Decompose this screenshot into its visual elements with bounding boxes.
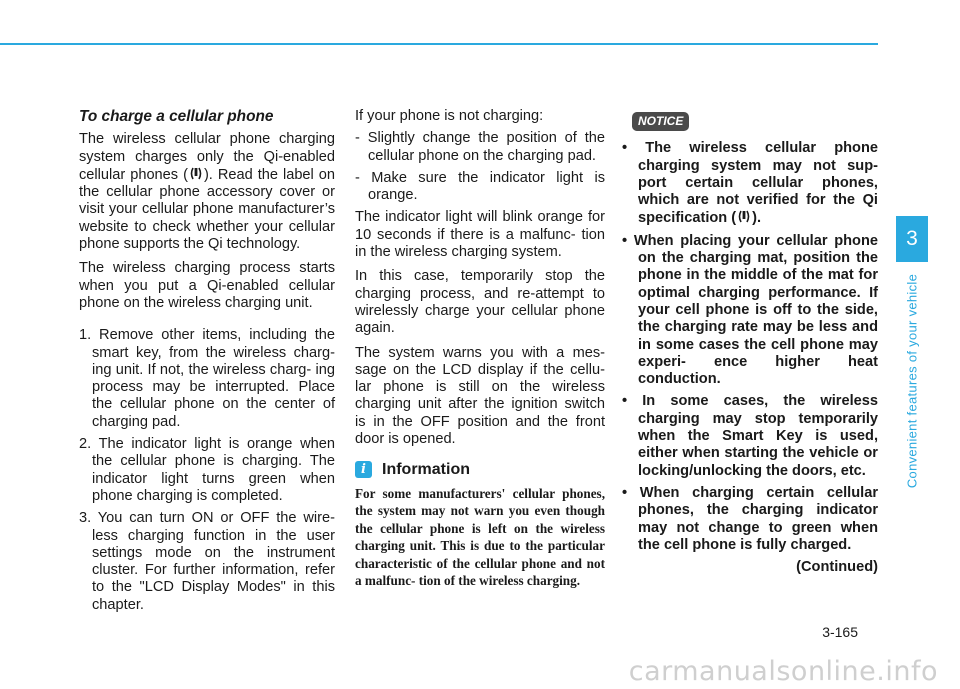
continued-label: (Continued) xyxy=(796,559,878,576)
notice-badge: NOTICE xyxy=(632,112,689,131)
paragraph-blink-orange: The indicator light will blink orange for 10 seconds if there is a malfunc- tion in the wireless charging system. xyxy=(355,209,605,261)
header-rule xyxy=(0,43,878,45)
paragraph-stop-charging: In this case, temporarily stop the charging process, and re-attempt to wirelessly charge your cellular phone again. xyxy=(355,268,605,337)
chapter-sidebar xyxy=(902,268,922,494)
paragraph-not-charging: If your phone is not charging: xyxy=(355,108,544,124)
notice-bullet-1-text-2: ). xyxy=(752,210,762,227)
notice-bullet-2: • When placing your cellular phone on the charging mat, position the phone in the middle of the mat for optimal charging performance. If your cell phone is off to the side, the charging rate may be less and in some cases the cell phone may experi- ence higher heat conduction. xyxy=(622,232,878,388)
notice-bullet-1-text-1: • The wireless cellular phone charging system may not sup- port certain cellular phones, which are not verified for the Qi specification ( xyxy=(622,140,878,227)
column-right xyxy=(622,108,878,576)
watermark: carmanualsonline.info xyxy=(628,656,938,687)
step-1: 1. Remove other items, including the smart key, from the wireless charg- ing unit. If not, the wireless charg- ing process may be interrupted. Place the cellular phone on the center of charging pad. xyxy=(79,327,335,430)
notice-bullet-1 xyxy=(622,140,878,227)
chapter-tab: 3 xyxy=(896,216,928,262)
step-3: 3. You can turn ON or OFF the wire- less charging function in the user settings mode on the instrument cluster. For further information, refer to the "LCD Display Modes" in this chapter. xyxy=(79,510,335,613)
notice-bullet-3: • In some cases, the wireless charging may stop temporarily when the Smart Key is used, either when starting the vehicle or locking/unlocking the doors, etc. xyxy=(622,393,878,479)
information-title: Information xyxy=(382,461,470,479)
qi-wireless-charging-icon xyxy=(736,209,752,224)
chapter-title: Convenient features of your vehicle xyxy=(904,273,920,489)
paragraph-lcd-warning: The system warns you with a mes- sage on the LCD display if the cellu- lar phone is still on the wireless charging unit after the ignition switch is in the OFF position and the front door is opened. xyxy=(355,344,605,448)
paragraph-charging-start: The wireless charging process starts when you put a Qi-enabled cellular phone on the wireless charging unit. xyxy=(79,260,335,311)
section-heading: To charge a cellular phone xyxy=(79,108,274,125)
column-left xyxy=(79,108,335,619)
column-middle xyxy=(355,108,605,590)
step-2: 2. The indicator light is orange when the cellular phone is charging. The indicator light turns green when phone charging is completed. xyxy=(79,436,335,504)
information-icon: i xyxy=(355,461,372,478)
notice-bullet-4: • When charging certain cellular phones, the charging indicator may not change to green when the cell phone is fully charged. xyxy=(622,484,878,553)
qi-intro-text-2: ). Read the label on the cellular phone accessory cover or visit your cellular phone manufacturer’s website to check whether your cellular phone supports the Qi technology. xyxy=(79,166,335,253)
page-number: 3-165 xyxy=(822,624,858,640)
paragraph-qi-intro xyxy=(79,131,335,253)
dash-item-2: - Make sure the indicator light is orange. xyxy=(355,169,605,204)
information-header xyxy=(355,461,605,478)
dash-item-1: - Slightly change the position of the cellular phone on the charging pad. xyxy=(355,130,605,164)
information-body: For some manufacturers' cellular phones, the system may not warn you even though the cellular phone is left on the wireless charging unit. This is due to the particular characteristic of the cellular phone and not a malfunc- tion of the wireless charging. xyxy=(355,485,605,589)
qi-wireless-charging-icon xyxy=(188,166,204,181)
qi-intro-text-1: The wireless cellular phone charging system charges only the Qi-enabled cellular phones ( xyxy=(79,131,335,183)
